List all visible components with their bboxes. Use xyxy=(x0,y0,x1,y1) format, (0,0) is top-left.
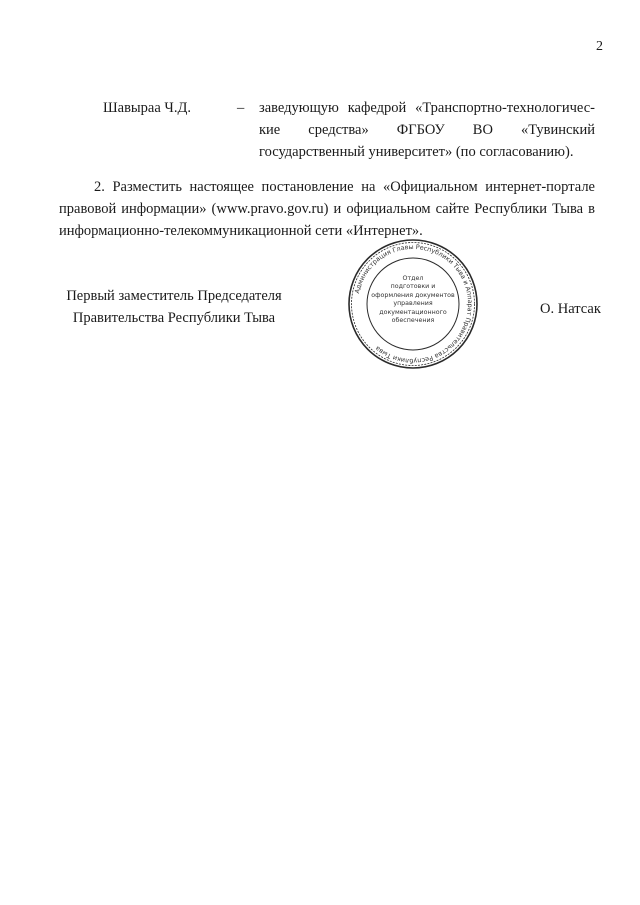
signer-name: О. Натсак xyxy=(540,301,601,317)
stamp-center-line: оформления документов xyxy=(371,291,455,299)
member-description: заведующую кафедрой «Транспортно-технологичес-кие средства» ФГБОУ ВО «Тувинский государственный университет» (по согласованию). xyxy=(259,100,595,160)
official-stamp xyxy=(346,237,480,371)
paragraph-item-2: 2. Разместить настоящее постановление на «Официальном интернет-портале правовой информации» (www.pravo.gov.ru) и официальном сайте Республики Тыва в информационно-телекоммуникационной сети «Интернет». xyxy=(59,179,595,239)
member-name: Шавыраа Ч.Д. xyxy=(103,100,191,116)
stamp-center-text xyxy=(366,275,460,325)
stamp-center-line: документационного xyxy=(379,308,447,316)
stamp-center-line: подготовки и xyxy=(390,283,436,291)
signer-position xyxy=(54,285,294,329)
signer-position-line1: Первый заместитель Председателя xyxy=(66,288,282,304)
stamp-center-line: Отдел xyxy=(402,275,424,282)
page-number: 2 xyxy=(596,39,603,54)
stamp-center-line: обеспечения xyxy=(391,317,435,325)
stamp-center-line: управления xyxy=(393,300,433,308)
member-dash: – xyxy=(237,100,245,116)
stamp-ring-text: Администрация Главы Республики Тыва и Аппарат Правительства Республики Тыва xyxy=(353,242,475,366)
signer-position-line2: Правительства Республики Тыва xyxy=(72,310,276,326)
